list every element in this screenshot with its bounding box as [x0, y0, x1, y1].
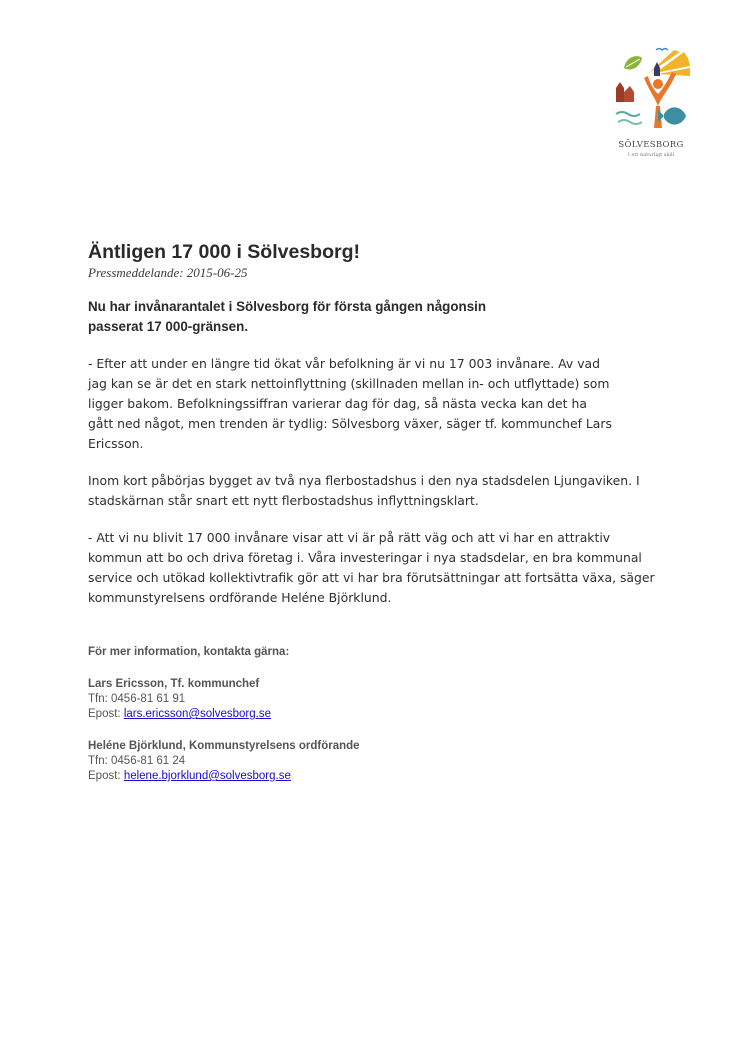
contact-email-link[interactable]: helene.bjorklund@solvesborg.se [123, 770, 291, 782]
contact-name: Heléne Björklund, Kommunstyrelsens ordförande [88, 740, 360, 752]
contact-email-line [88, 769, 488, 784]
logo-wordmark: SÖLVESBORG [618, 140, 684, 150]
contact-phone: Tfn: 0456-81 61 91 [88, 693, 186, 705]
body-paragraph: Inom kort påbörjas bygget av två nya flerbostadshus i den nya stadsdelen Ljungaviken. I stadskärnan står snart ett nytt flerbostadshus inflyttningsklart. [88, 473, 640, 508]
contact-card [88, 739, 488, 784]
municipality-logo [610, 44, 692, 162]
contact-email-link[interactable]: lars.ericsson@solvesborg.se [123, 708, 271, 720]
contact-heading: För mer information, kontakta gärna: [88, 646, 290, 658]
press-release-date: Pressmeddelande: 2015-06-25 [88, 265, 248, 280]
lead-paragraph: Nu har invånarantalet i Sölvesborg för första gången någonsin passerat 17 000-gränsen. [88, 299, 487, 334]
body-paragraph: - Att vi nu blivit 17 000 invånare visar att vi är på rätt väg och att vi har en attraktiv kommun att bo och driva företag i. Våra investeringar i nya stadsdelar, en bra kommunal service och utökad kollektivtrafik gör att vi har bra förutsättningar att fortsätta växa, säger kommunstyrelsens ordförande Heléne Björklund. [88, 530, 655, 605]
contact-email-label: Epost: [88, 708, 124, 720]
contact-card [88, 677, 488, 722]
contact-name: Lars Ericsson, Tf. kommunchef [88, 678, 260, 690]
press-release-body [88, 240, 668, 608]
logo-tagline: I ett naturligt skill [627, 152, 675, 158]
logo-emblem-icon [610, 44, 692, 140]
page-title: Äntligen 17 000 i Sölvesborg! [88, 241, 360, 263]
contact-email-label: Epost: [88, 770, 124, 782]
contact-phone: Tfn: 0456-81 61 24 [88, 755, 186, 767]
contact-email-line [88, 707, 488, 722]
body-paragraph: - Efter att under en längre tid ökat vår befolkning är vi nu 17 003 invånare. Av vad jag kan se är det en stark nettoinflyttning (skillnaden mellan in- och utflyttade) som ligger bakom. Befolkningssiffran varierar dag för dag, så nästa vecka kan det ha gått ned något, men trenden är tydlig: Sölvesborg växer, säger tf. kommunchef Lars Ericsson. [88, 356, 612, 451]
contact-section [88, 645, 488, 801]
